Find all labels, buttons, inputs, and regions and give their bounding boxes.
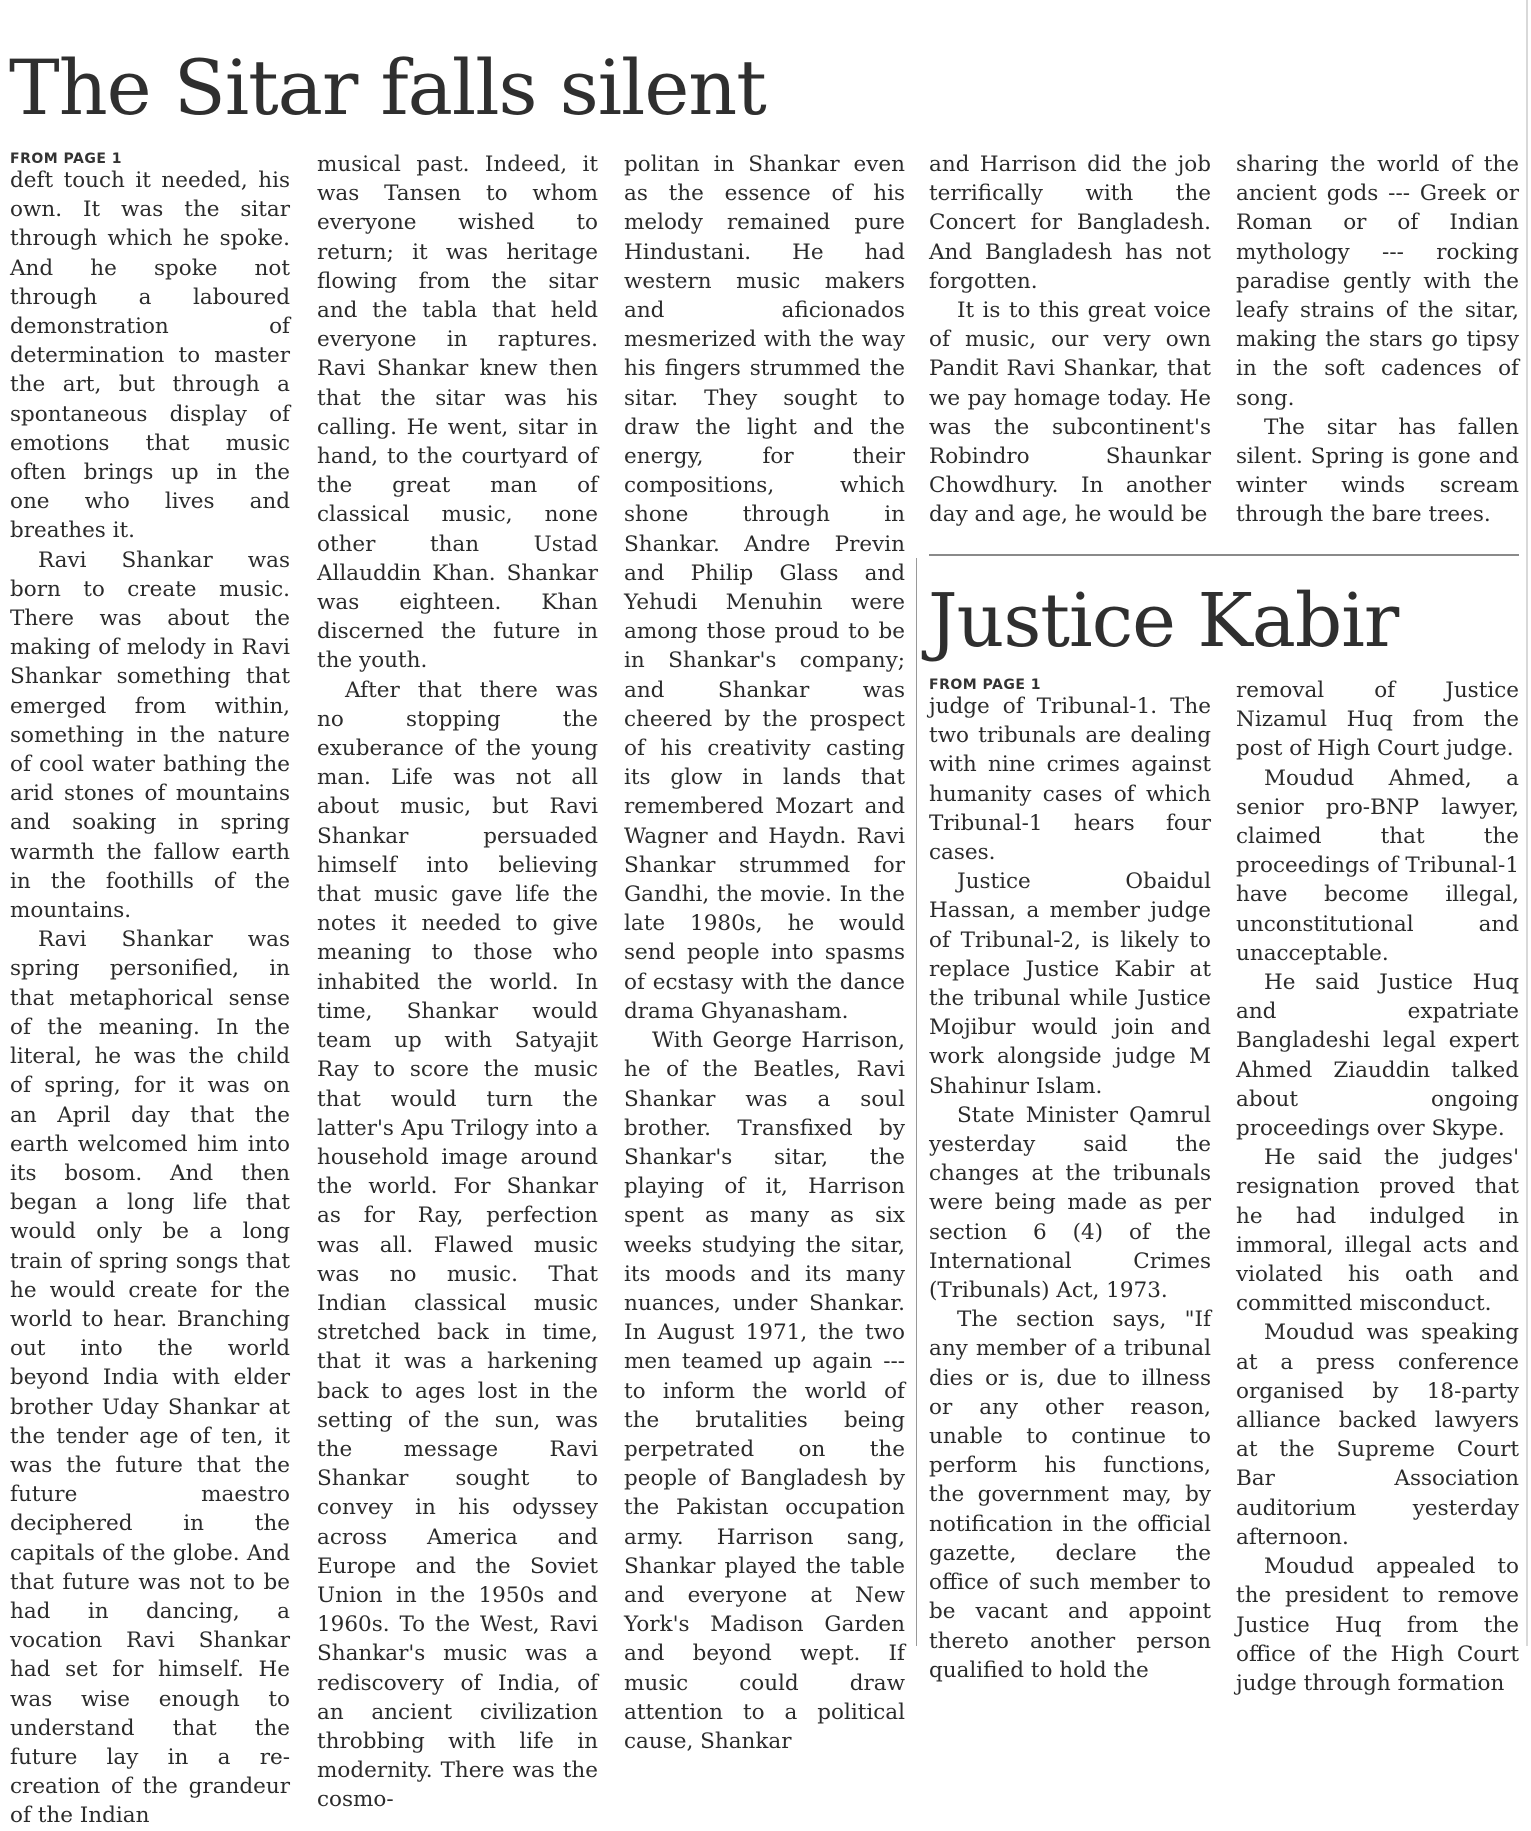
paragraph: judge of Tribunal-1. The two tribunals are dealing with nine crimes against humanity cases of which Tribunal-1 hears four cases. — [929, 694, 1211, 866]
paragraph: Moudud appealed to the president to remove Justice Huq from the office of the High Court judge through formation — [1236, 1554, 1519, 1696]
paragraph: The section says, "If any member of a tribunal dies or is, due to illness or any other reason, unable to continue to perform his functions, the government may, by notification in the official gazette, declare the office of such member to be vacant and appoint thereto another person qualified to hold the — [929, 1307, 1211, 1683]
paragraph: The sitar has fallen silent. Spring is gone and winter winds scream through the bare trees. — [1236, 414, 1519, 528]
paragraph: musical past. Indeed, it was Tansen to whom everyone wished to return; it was heritage flowing from the sitar and the tabla that held everyone in raptures. Ravi Shankar knew then that the sitar was his calling. He went, sitar in hand, to the courtyard of the great man of classical music, none other than Ustad Allauddin Khan. Shankar was eighteen. Khan discerned the future in the youth. — [317, 152, 598, 674]
sitar-column-4 — [929, 150, 1211, 530]
column-divider — [916, 558, 917, 1646]
justice-kabir-headline: Justice Kabir — [928, 578, 1399, 664]
paragraph: State Minister Qamrul yesterday said the changes at the tribunals were being made as per section 6 (4) of the International Crimes (Tribunals) Act, 1973. — [929, 1102, 1211, 1304]
sitar-column-2 — [317, 150, 598, 1813]
paragraph: Justice Obaidul Hassan, a member judge of Tribunal-2, is likely to replace Justice Kabir at the tribunal while Justice Mojibur would join and work alongside judge M Shahinur Islam. — [929, 869, 1211, 1099]
sitar-column-3 — [624, 150, 905, 1754]
paragraph: sharing the world of the ancient gods --- Greek or Roman or of Indian mythology --- rocking paradise gently with the leafy strains of the sitar, making the stars go tipsy in the soft cadences of song. — [1236, 152, 1519, 411]
sitar-column-1 — [10, 150, 290, 1829]
paragraph: With George Harrison, he of the Beatles, Ravi Shankar was a soul brother. Transfixed by Shankar's sitar, the playing of it, Harrison spent as many as six weeks studying the sitar, its moods and its many nuances, under Shankar. In August 1971, the two men teamed up again --- to inform the world of the brutalities being perpetrated on the people of Bangladesh by the Pakistan occupation army. Harrison sang, Shankar played the table and everyone at New York's Madison Garden and beyond wept. If music could draw attention to a political cause, Shankar — [624, 1028, 905, 1754]
paragraph: Moudud was speaking at a press conference organised by 18-party alliance backed lawyers at the Supreme Court Bar Association auditorium yesterday afternoon. — [1236, 1320, 1519, 1550]
paragraph: It is to this great voice of music, our very own Pandit Ravi Shankar, that we pay homage today. He was the subcontinent's Robindro Shaunkar Chowdhury. In another day and age, he would be — [929, 298, 1211, 528]
kabir-kicker: FROM PAGE 1 — [929, 677, 1042, 693]
paragraph: He said the judges' resignation proved that he had indulged in immoral, illegal acts and violated his oath and committed misconduct. — [1236, 1145, 1519, 1317]
paragraph: Moudud Ahmed, a senior pro-BNP lawyer, claimed that the proceedings of Tribunal-1 have become illegal, unconstitutional and unacceptable. — [1236, 765, 1519, 966]
kabir-column-2 — [1236, 676, 1519, 1696]
sitar-column-5 — [1236, 150, 1519, 530]
sitar-kicker: FROM PAGE 1 — [10, 151, 123, 167]
paragraph: deft touch it needed, his own. It was the sitar through which he spoke. And he spoke not through a laboured demonstration of determination to master the art, but through a spontaneous display of emotions that music often brings up in the one who lives and breathes it. — [10, 168, 290, 544]
page-edge-rule — [1526, 0, 1528, 1646]
sitar-headline: The Sitar falls silent — [9, 43, 766, 132]
paragraph: After that there was no stopping the exuberance of the young man. Life was not all about music, but Ravi Shankar persuaded himself into believing that music gave life the notes it needed to give meaning to those who inhabited the world. In time, Shankar would team up with Satyajit Ray to score the music that would turn the latter's Apu Trilogy into a household image around the world. For Shankar as for Ray, perfection was all. Flawed music was no music. That Indian classical music stretched back in time, that it was a harkening back to ages lost in the setting of the sun, was the message Ravi Shankar sought to convey in his odyssey across America and Europe and the Soviet Union in the 1950s and 1960s. To the West, Ravi Shankar's music was a rediscovery of India, of an ancient civilization throbbing with life in modernity. There was the cosmo- — [317, 677, 598, 1813]
kabir-column-1 — [929, 676, 1211, 1683]
paragraph: He said Justice Huq and expatriate Bangladeshi legal expert Ahmed Ziauddin talked about ongoing proceedings over Skype. — [1236, 970, 1519, 1142]
paragraph: removal of Justice Nizamul Huq from the post of High Court judge. — [1236, 678, 1519, 762]
paragraph: and Harrison did the job terrifically with the Concert for Bangladesh. And Bangladesh has not forgotten. — [929, 152, 1211, 294]
paragraph: Ravi Shankar was born to create music. There was about the making of melody in Ravi Shankar something that emerged from within, something in the nature of cool water bathing the arid stones of mountains and soaking in spring warmth the fallow earth in the foothills of the mountains. — [10, 547, 290, 924]
paragraph: politan in Shankar even as the essence of his melody remained pure Hindustani. He had western music makers and aficionados mesmerized with the way his fingers strummed the sitar. They sought to draw the light and the energy, for their compositions, which shone through in Shankar. Andre Previn and Philip Glass and Yehudi Menuhin were among those proud to be in Shankar's company; and Shankar was cheered by the prospect of his creativity casting its glow in lands that remembered Mozart and Wagner and Haydn. Ravi Shankar strummed for Gandhi, the movie. In the late 1980s, he would send people into spasms of ecstasy with the dance drama Ghyanasham. — [624, 152, 905, 1024]
paragraph: Ravi Shankar was spring personified, in that metaphorical sense of the meaning. In the literal, he was the child of spring, for it was on an April day that the earth welcomed him into its bosom. And then began a long life that would only be a long train of spring songs that he would create for the world to hear. Branching out into the world beyond India with elder brother Uday Shankar at the tender age of ten, it was the future that the future maestro deciphered in the capitals of the globe. And that future was not to be had in dancing, a vocation Ravi Shankar had set for himself. He was wise enough to understand that the future lay in a re-creation of the grandeur of the Indian — [10, 927, 290, 1829]
section-divider — [929, 554, 1519, 556]
